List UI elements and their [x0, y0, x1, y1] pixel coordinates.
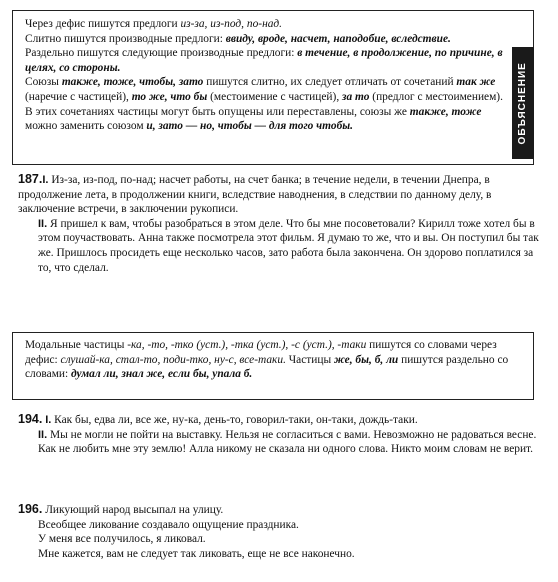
exercise-text: Как бы, едва ли, все же, ну-ка, день-то, говорил-таки, он-таки, дождь-таки. — [51, 414, 418, 426]
exercise-text: Я пришел к вам, чтобы разобраться в этом деле. Что бы мне посоветовали? Кирилл тоже хотел бы в этом поучаствовать. Анна также посмотрела этот фильм. Я думаю то же, что и вы. Он поступил бы так же. Пришлось просидеть еще несколько часов, зато работа была закончена. Он здорово поплатился за то, что сделал. — [38, 217, 539, 274]
rule-example: ввиду, вроде, насчет, наподобие, вследствие. — [225, 32, 451, 45]
exercise-196 — [18, 502, 543, 561]
rule-example: слушай-ка, стал-то, поди-тко, ну-с, все-таки. — [60, 353, 286, 366]
exercise-number: 196. — [18, 502, 43, 516]
rule-text: (предлог с местоимением). В этих сочетаниях частицы могут быть опущены или переставлены, союзы же — [25, 90, 503, 118]
exercise-line: Всеобщее ликование создавало ощущение праздника. — [38, 518, 299, 531]
rule-line-separate — [25, 46, 503, 75]
side-tab-label: ОБЪЯСНЕНИЕ — [516, 61, 528, 145]
rule-text: пишутся слитно, их следует отличать от сочетаний — [203, 76, 457, 89]
rule-example: и, зато — но, чтобы — для того чтобы. — [146, 120, 354, 133]
rule-example: в течение, в продолжение, по причине, в целях, со стороны. — [25, 47, 503, 74]
rule-line-conjunctions — [25, 75, 503, 133]
rule-text: Модальные частицы — [25, 339, 128, 351]
exercise-text: Из-за, из-под, по-над; насчет работы, на счет банка; в течение недели, в течении Днепра, в продолжение лета, в продолжении книги, вследствие наводнения, в следствии по данному делу, в заключение встречи, в заключении рукописи. — [18, 174, 492, 216]
rule-line-particles — [25, 338, 523, 382]
exercise-line — [18, 502, 543, 518]
rule-example: из-за, из-под, по-над. — [180, 18, 283, 30]
rule-example: -ка, -то, -тко (уст.), -тка (уст.), -с (уст.), -таки — [127, 339, 367, 351]
rule-text: Раздельно пишутся следующие производные предлоги: — [25, 47, 298, 60]
exercise-text: Мы не могли не пойти на выставку. Нельзя не согласиться с вами. Невозможно не радоваться весне. Как не любить мне эту землю! Алла никому не сказала ни одного слова. Никто моим словам не верит. — [38, 428, 537, 456]
part-numeral: I. — [42, 174, 49, 186]
rule-example: за то — [342, 90, 370, 103]
part-numeral: II. — [38, 217, 48, 230]
rule-text: пишутся со словами через дефис: — [25, 339, 497, 366]
exercise-number: 187. — [18, 172, 43, 186]
rule-example: же, бы, б, ли — [333, 353, 399, 366]
rule-text: Слитно пишутся производные предлоги: — [25, 32, 226, 45]
explanation-box-particles — [12, 332, 534, 400]
exercise-text: Ликующий народ высыпал на улицу. — [42, 504, 224, 516]
rule-text: (местоимение с частицей), — [207, 90, 343, 103]
exercise-194 — [18, 412, 543, 457]
rule-text: Частицы — [285, 353, 334, 366]
rule-example: думал ли, знал же, если бы, упала б. — [71, 368, 253, 381]
rule-text: Через дефис пишутся предлоги — [25, 18, 181, 30]
part-numeral: I. — [45, 414, 52, 426]
exercise-part-2 — [18, 217, 543, 275]
rule-line-hyphen — [25, 17, 503, 32]
rule-text: пишутся раздельно со словами: — [25, 353, 509, 381]
exercise-line: Мне кажется, вам не следует так ликовать, еще не все наконечно. — [38, 547, 355, 560]
rule-example: также, тоже — [409, 105, 482, 118]
rule-example: также, тоже, чтобы, зато — [61, 76, 204, 89]
exercise-part-1 — [18, 412, 543, 428]
explanation-side-tab — [512, 47, 534, 159]
rule-example: так же — [456, 76, 496, 89]
rule-example: то же, что бы — [131, 90, 208, 103]
exercise-line: У меня все получилось, я ликовал. — [38, 533, 206, 546]
rule-line-solid — [25, 32, 503, 47]
explanation-box-prepositions — [12, 10, 534, 165]
rule-text: (наречие с частицей), — [25, 90, 132, 103]
rule-text: можно заменить союзом — [25, 120, 147, 133]
exercise-part-1 — [18, 172, 543, 217]
exercise-part-2 — [18, 428, 543, 457]
exercise-number: 194. — [18, 412, 43, 426]
exercise-187 — [18, 172, 543, 275]
rule-text: Союзы — [25, 76, 62, 89]
part-numeral: II. — [38, 428, 48, 441]
